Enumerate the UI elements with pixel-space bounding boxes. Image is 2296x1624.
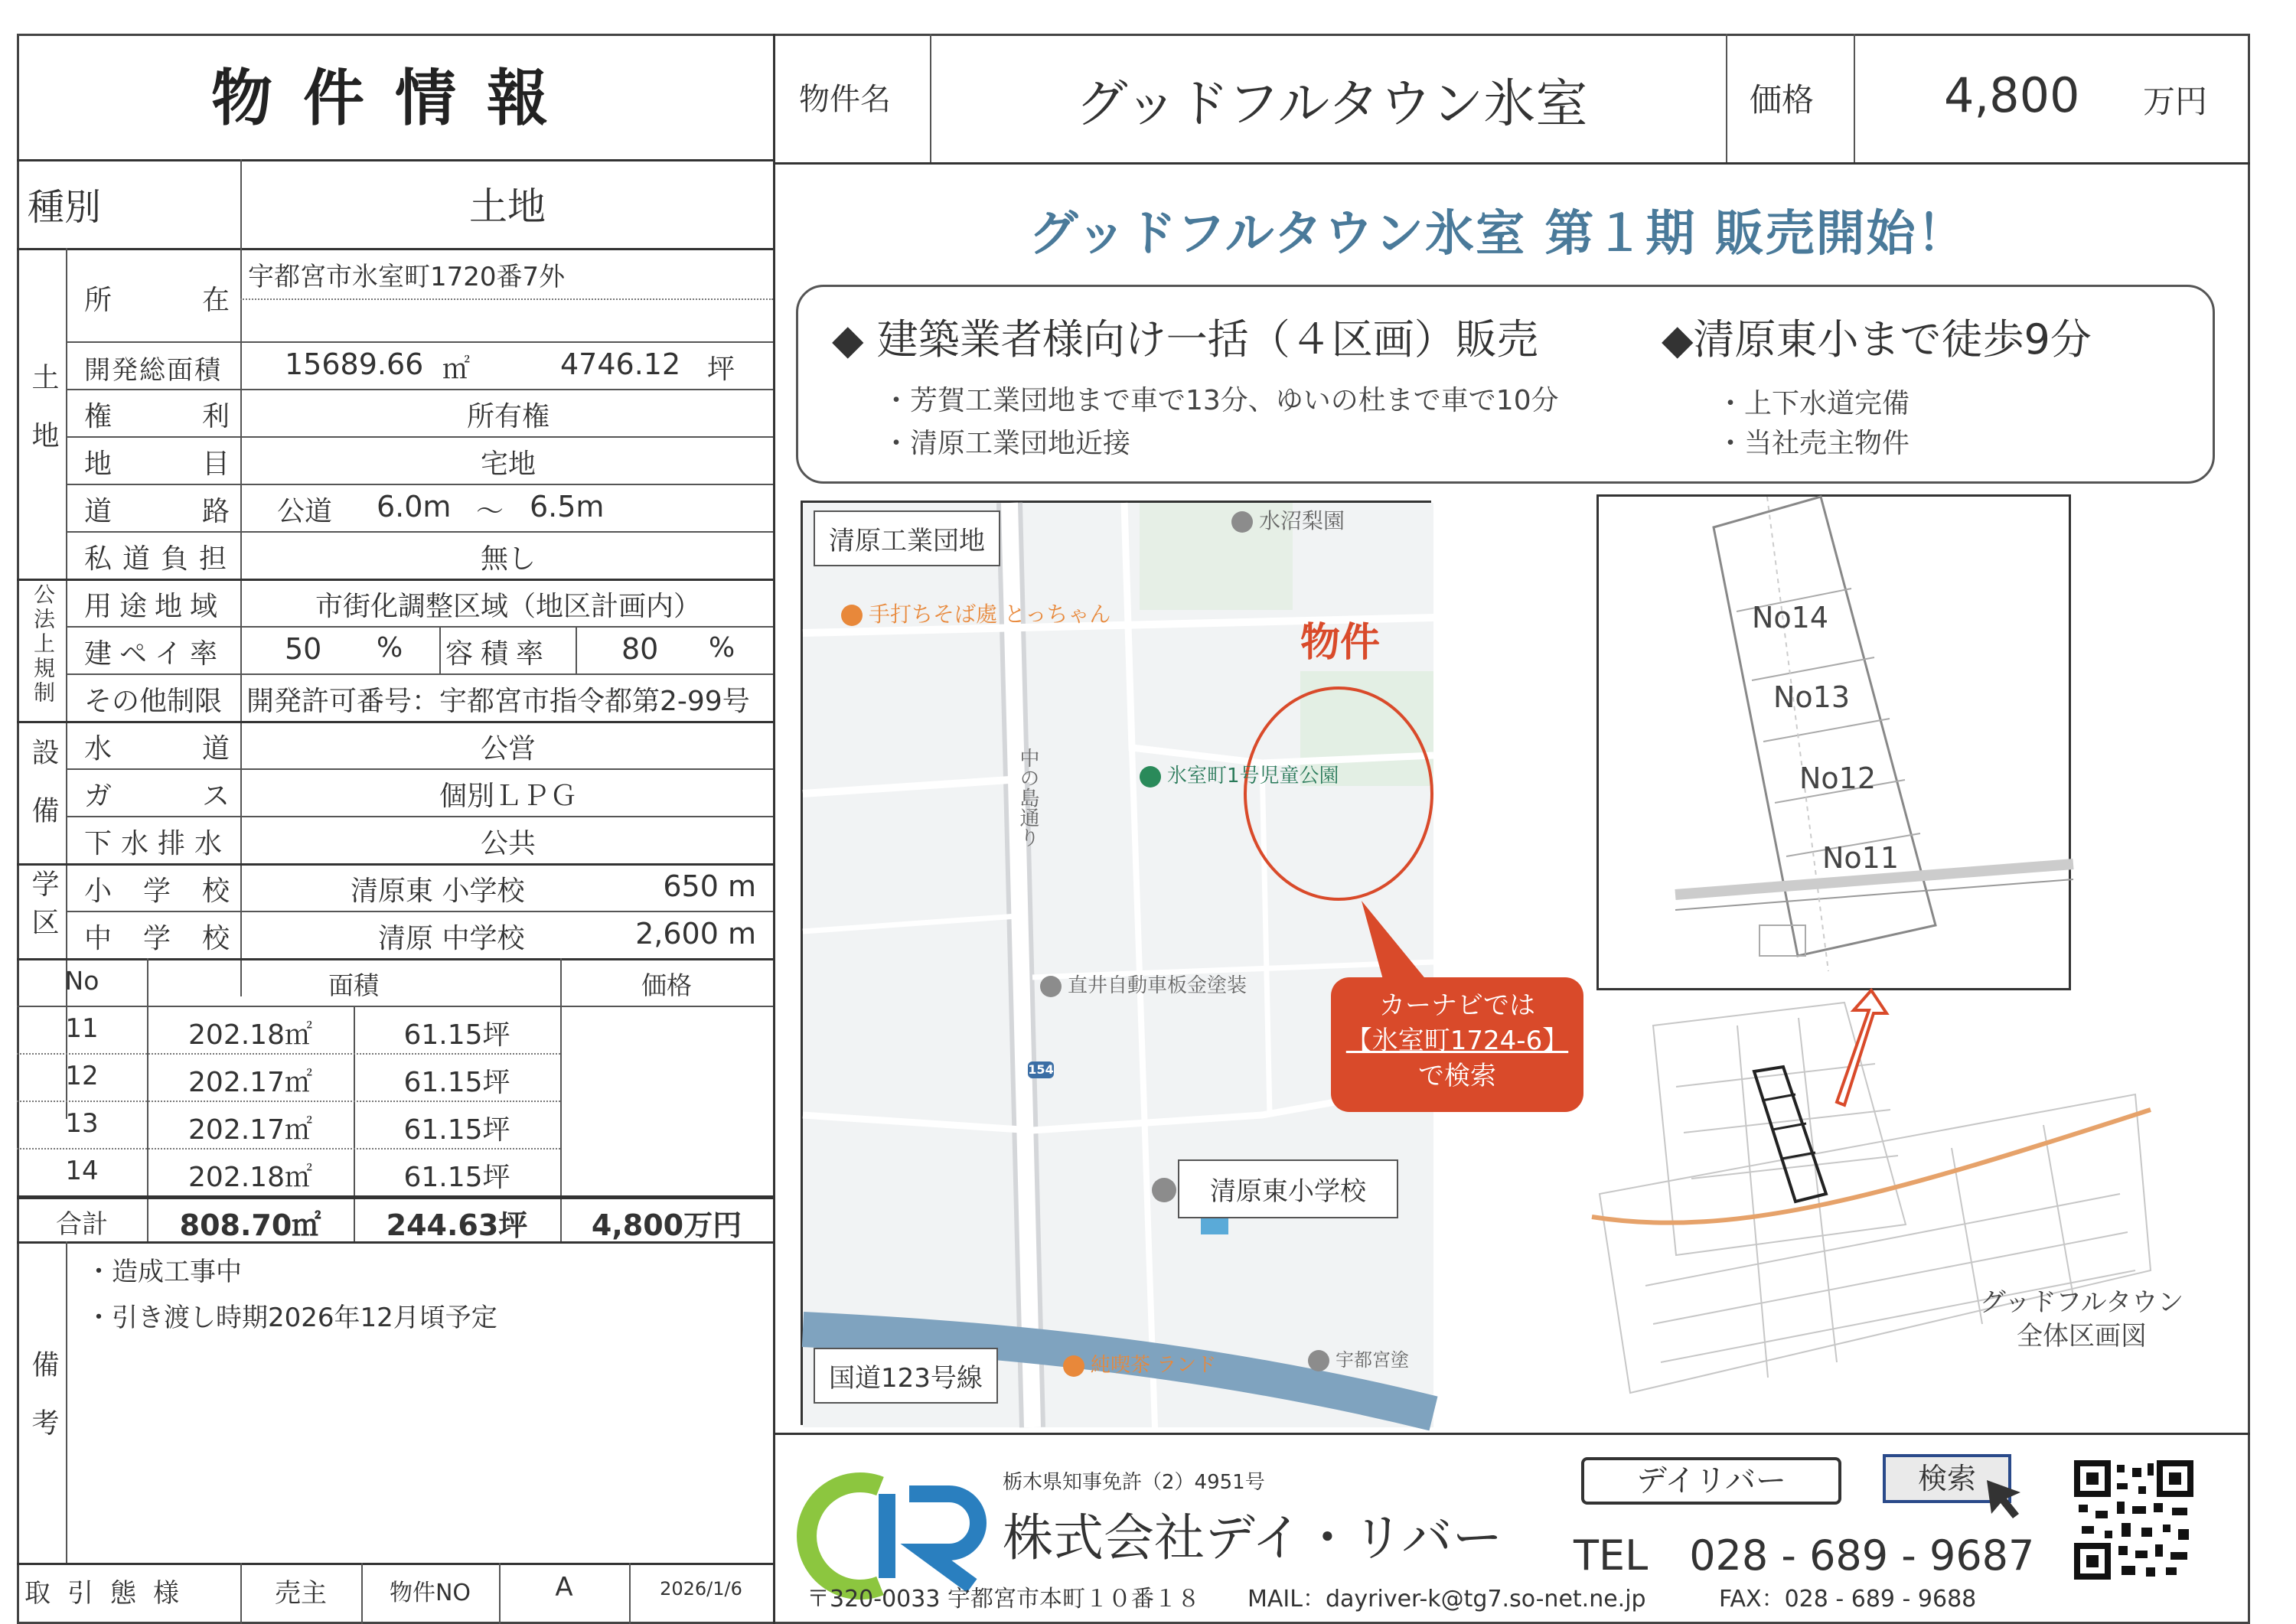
zone-label: 用途地域 (84, 591, 226, 622)
poi-utsunomiya: 宇都宮塗 (1308, 1345, 1409, 1371)
sewer-label: 下水排水 (84, 828, 232, 859)
water-value: 公営 (480, 733, 536, 765)
private-road-label: 私道負担 (84, 543, 238, 575)
lot-label: No12 (1799, 761, 1877, 795)
bcr-value: 50 (285, 632, 322, 666)
bullet-item: ・芳賀工業団地まで車で13分、ゆいの杜まで車で10分 (882, 385, 1559, 416)
navi-callout (1331, 977, 1583, 1112)
cafe-icon (1063, 1355, 1084, 1377)
poi-park: 氷室町1号児童公園 (1140, 760, 1339, 788)
area-m2: 15689.66 (285, 347, 424, 381)
type-value: 土地 (469, 184, 546, 229)
lot-m2: 202.17㎡ (188, 1114, 312, 1146)
company-fax: FAX：028 - 689 - 9688 (1719, 1586, 1977, 1613)
restaurant-icon (841, 605, 863, 626)
water-label: 水 道 (84, 733, 230, 765)
equip-group-label: 設備 (28, 738, 59, 854)
site-plan (1584, 995, 2184, 1423)
far-unit: % (709, 632, 735, 664)
callout-line2: 【氷室町1724-6】 (1345, 1026, 1569, 1056)
location-label: 所 在 (84, 285, 230, 316)
pin-icon (1231, 511, 1253, 533)
road-label: 道 路 (84, 496, 230, 527)
company-name: 株式会社デイ・リバー (1003, 1508, 1503, 1567)
page-title: 物件情報 (211, 63, 579, 134)
far-label: 容積率 (445, 638, 552, 670)
gas-value: 個別ＬＰＧ (439, 781, 577, 812)
tree-icon (1140, 766, 1161, 788)
category-label: 地 目 (84, 448, 230, 480)
no-value: A (555, 1572, 573, 1603)
price-value: 4,800 (1944, 67, 2080, 123)
search-word-box: デイリバー (1581, 1457, 1841, 1505)
license-number: 栃木県知事免許（2）4951号 (1003, 1471, 1265, 1494)
junior-name: 清原 中学校 (378, 923, 525, 954)
total-label: 合計 (56, 1209, 108, 1240)
doc-date: 2026/1/6 (660, 1578, 742, 1600)
feature-bulk-sale: ◆ 建築業者様向け一括（４区画）販売 (832, 315, 1538, 364)
lots-header-price: 価格 (641, 970, 692, 1000)
site-plan-caption (1967, 1286, 2197, 1353)
other-label: その他制限 (84, 686, 223, 717)
bcr-unit: % (377, 632, 403, 664)
property-name-label: 物件名 (799, 82, 891, 117)
gas-label: ガ ス (84, 781, 230, 812)
route-number: 154 (1028, 1062, 1054, 1077)
remarks-label: 備考 (28, 1350, 59, 1466)
lot-plan-box (1596, 494, 2071, 990)
law-group-label: 公法上規制 (31, 583, 56, 706)
company-tel: TEL 028 - 689 - 9687 (1574, 1531, 2035, 1580)
callout-line1: カーナビでは (1379, 990, 1535, 1021)
school-icon (1152, 1178, 1176, 1202)
road-from: 6.0m (377, 490, 452, 523)
road-to: 6.5m (530, 490, 605, 523)
property-label: 物件 (1300, 620, 1381, 666)
remark-item: ・引き渡し時期2026年12月頃予定 (86, 1303, 497, 1333)
label-school: 清原東小学校 (1178, 1159, 1398, 1218)
bullet-item: ・当社売主物件 (1717, 428, 1910, 459)
lot-label: No13 (1773, 680, 1851, 714)
road-sep: ～ (476, 496, 504, 527)
price-label: 価格 (1750, 81, 1815, 119)
elem-name: 清原東 小学校 (351, 876, 525, 907)
area-tsubo-unit: 坪 (707, 354, 735, 385)
deal-value: 売主 (275, 1578, 327, 1609)
lots-header-area: 面積 (328, 970, 379, 1000)
total-price: 4,800万円 (591, 1208, 742, 1242)
poi-pear-farm: 水沼梨園 (1231, 504, 1345, 535)
left-panel (17, 34, 773, 1624)
lot-label: No14 (1752, 601, 1829, 634)
price-unit: 万円 (2143, 83, 2208, 120)
lot-plan-drawing (1599, 497, 2073, 993)
sewer-value: 公共 (480, 828, 536, 859)
poi-cafe: 純喫茶 ランド (1063, 1349, 1216, 1378)
area-tsubo: 4746.12 (560, 347, 681, 381)
other-value: 開発許可番号：宇都宮市指令都第2-99号 (246, 686, 750, 717)
remark-item: ・造成工事中 (86, 1257, 242, 1287)
elem-dist: 650 m (663, 869, 756, 903)
company-footer (773, 1433, 2250, 1624)
lot-tsubo: 61.15坪 (403, 1067, 510, 1098)
location-map (801, 501, 1569, 1425)
bullet-item: ・清原工業団地近接 (882, 428, 1131, 459)
right-header (773, 34, 2250, 162)
callout-line3: で検索 (1418, 1061, 1496, 1091)
feature-walk-school: ◆清原東小まで徒歩9分 (1662, 315, 2092, 364)
cursor-icon (1982, 1476, 2028, 1521)
company-address: 〒320-0033 宇都宮市本町１０番１８ (807, 1586, 1200, 1613)
label-national-route: 国道123号線 (814, 1348, 998, 1404)
deal-label: 取引態様 (24, 1578, 196, 1609)
type-label: 種別 (28, 186, 102, 229)
label-industrial-park: 清原工業団地 (814, 510, 1000, 566)
school-group-label: 学区 (28, 869, 59, 946)
road-name-label: 中の島通り (1016, 748, 1039, 847)
bullet-item: ・上下水道完備 (1717, 388, 1910, 419)
bcr-label: 建ペイ率 (84, 638, 226, 670)
lot-no: 11 (65, 1013, 99, 1044)
road-kind: 公道 (277, 496, 333, 527)
category-value: 宅地 (480, 448, 536, 480)
lot-m2: 202.18㎡ (188, 1162, 312, 1193)
caption-line2: 全体区画図 (2017, 1321, 2147, 1352)
private-road-value: 無し (480, 543, 536, 575)
location-value: 宇都宮市氷室町1720番7外 (248, 262, 566, 292)
lot-tsubo: 61.15坪 (403, 1114, 510, 1146)
poi-auto-shop: 直井自動車板金塗装 (1040, 970, 1247, 998)
total-tsubo: 244.63坪 (386, 1208, 528, 1242)
lot-no: 12 (65, 1061, 99, 1091)
right-label: 権 利 (84, 401, 230, 432)
lot-no: 14 (65, 1156, 99, 1186)
pin-icon (1040, 976, 1062, 997)
lot-tsubo: 61.15坪 (403, 1162, 510, 1193)
site-plan-drawing (1584, 995, 2166, 1423)
lot-m2: 202.18㎡ (188, 1019, 312, 1051)
elem-label: 小 学 校 (84, 876, 230, 907)
poi-soba-shop: 手打ちそば處 とっちゃん (841, 598, 1110, 628)
property-name: グッドフルタウン氷室 (1075, 74, 1588, 135)
features-box (796, 285, 2215, 484)
area-m2-unit: ㎡ (442, 354, 471, 385)
no-label: 物件NO (389, 1580, 471, 1606)
junior-label: 中 学 校 (84, 923, 230, 954)
far-value: 80 (621, 632, 659, 666)
lot-no: 13 (65, 1108, 99, 1139)
company-mail: MAIL：dayriver-k@tg7.so-net.ne.jp (1247, 1586, 1646, 1613)
caption-line1: グッドフルタウン (1979, 1287, 2184, 1318)
qr-code (2074, 1460, 2193, 1580)
lots-header-no: No (64, 966, 99, 996)
pin-icon (1308, 1350, 1329, 1371)
area-label: 開発総面積 (84, 355, 222, 386)
land-group-label: 土地 (28, 363, 59, 479)
lot-tsubo: 61.15坪 (403, 1019, 510, 1051)
zone-value: 市街化調整区域（地区計画内） (315, 591, 701, 622)
lot-m2: 202.17㎡ (188, 1067, 312, 1098)
search-button[interactable]: 検索 (1883, 1454, 2011, 1503)
lot-label: No11 (1822, 841, 1900, 875)
total-m2: 808.70㎡ (179, 1208, 321, 1242)
junior-dist: 2,600 m (635, 917, 756, 951)
promo-headline: グッドフルタウン氷室 第１期 販売開始！ (1029, 206, 1968, 263)
right-value: 所有権 (466, 401, 550, 432)
